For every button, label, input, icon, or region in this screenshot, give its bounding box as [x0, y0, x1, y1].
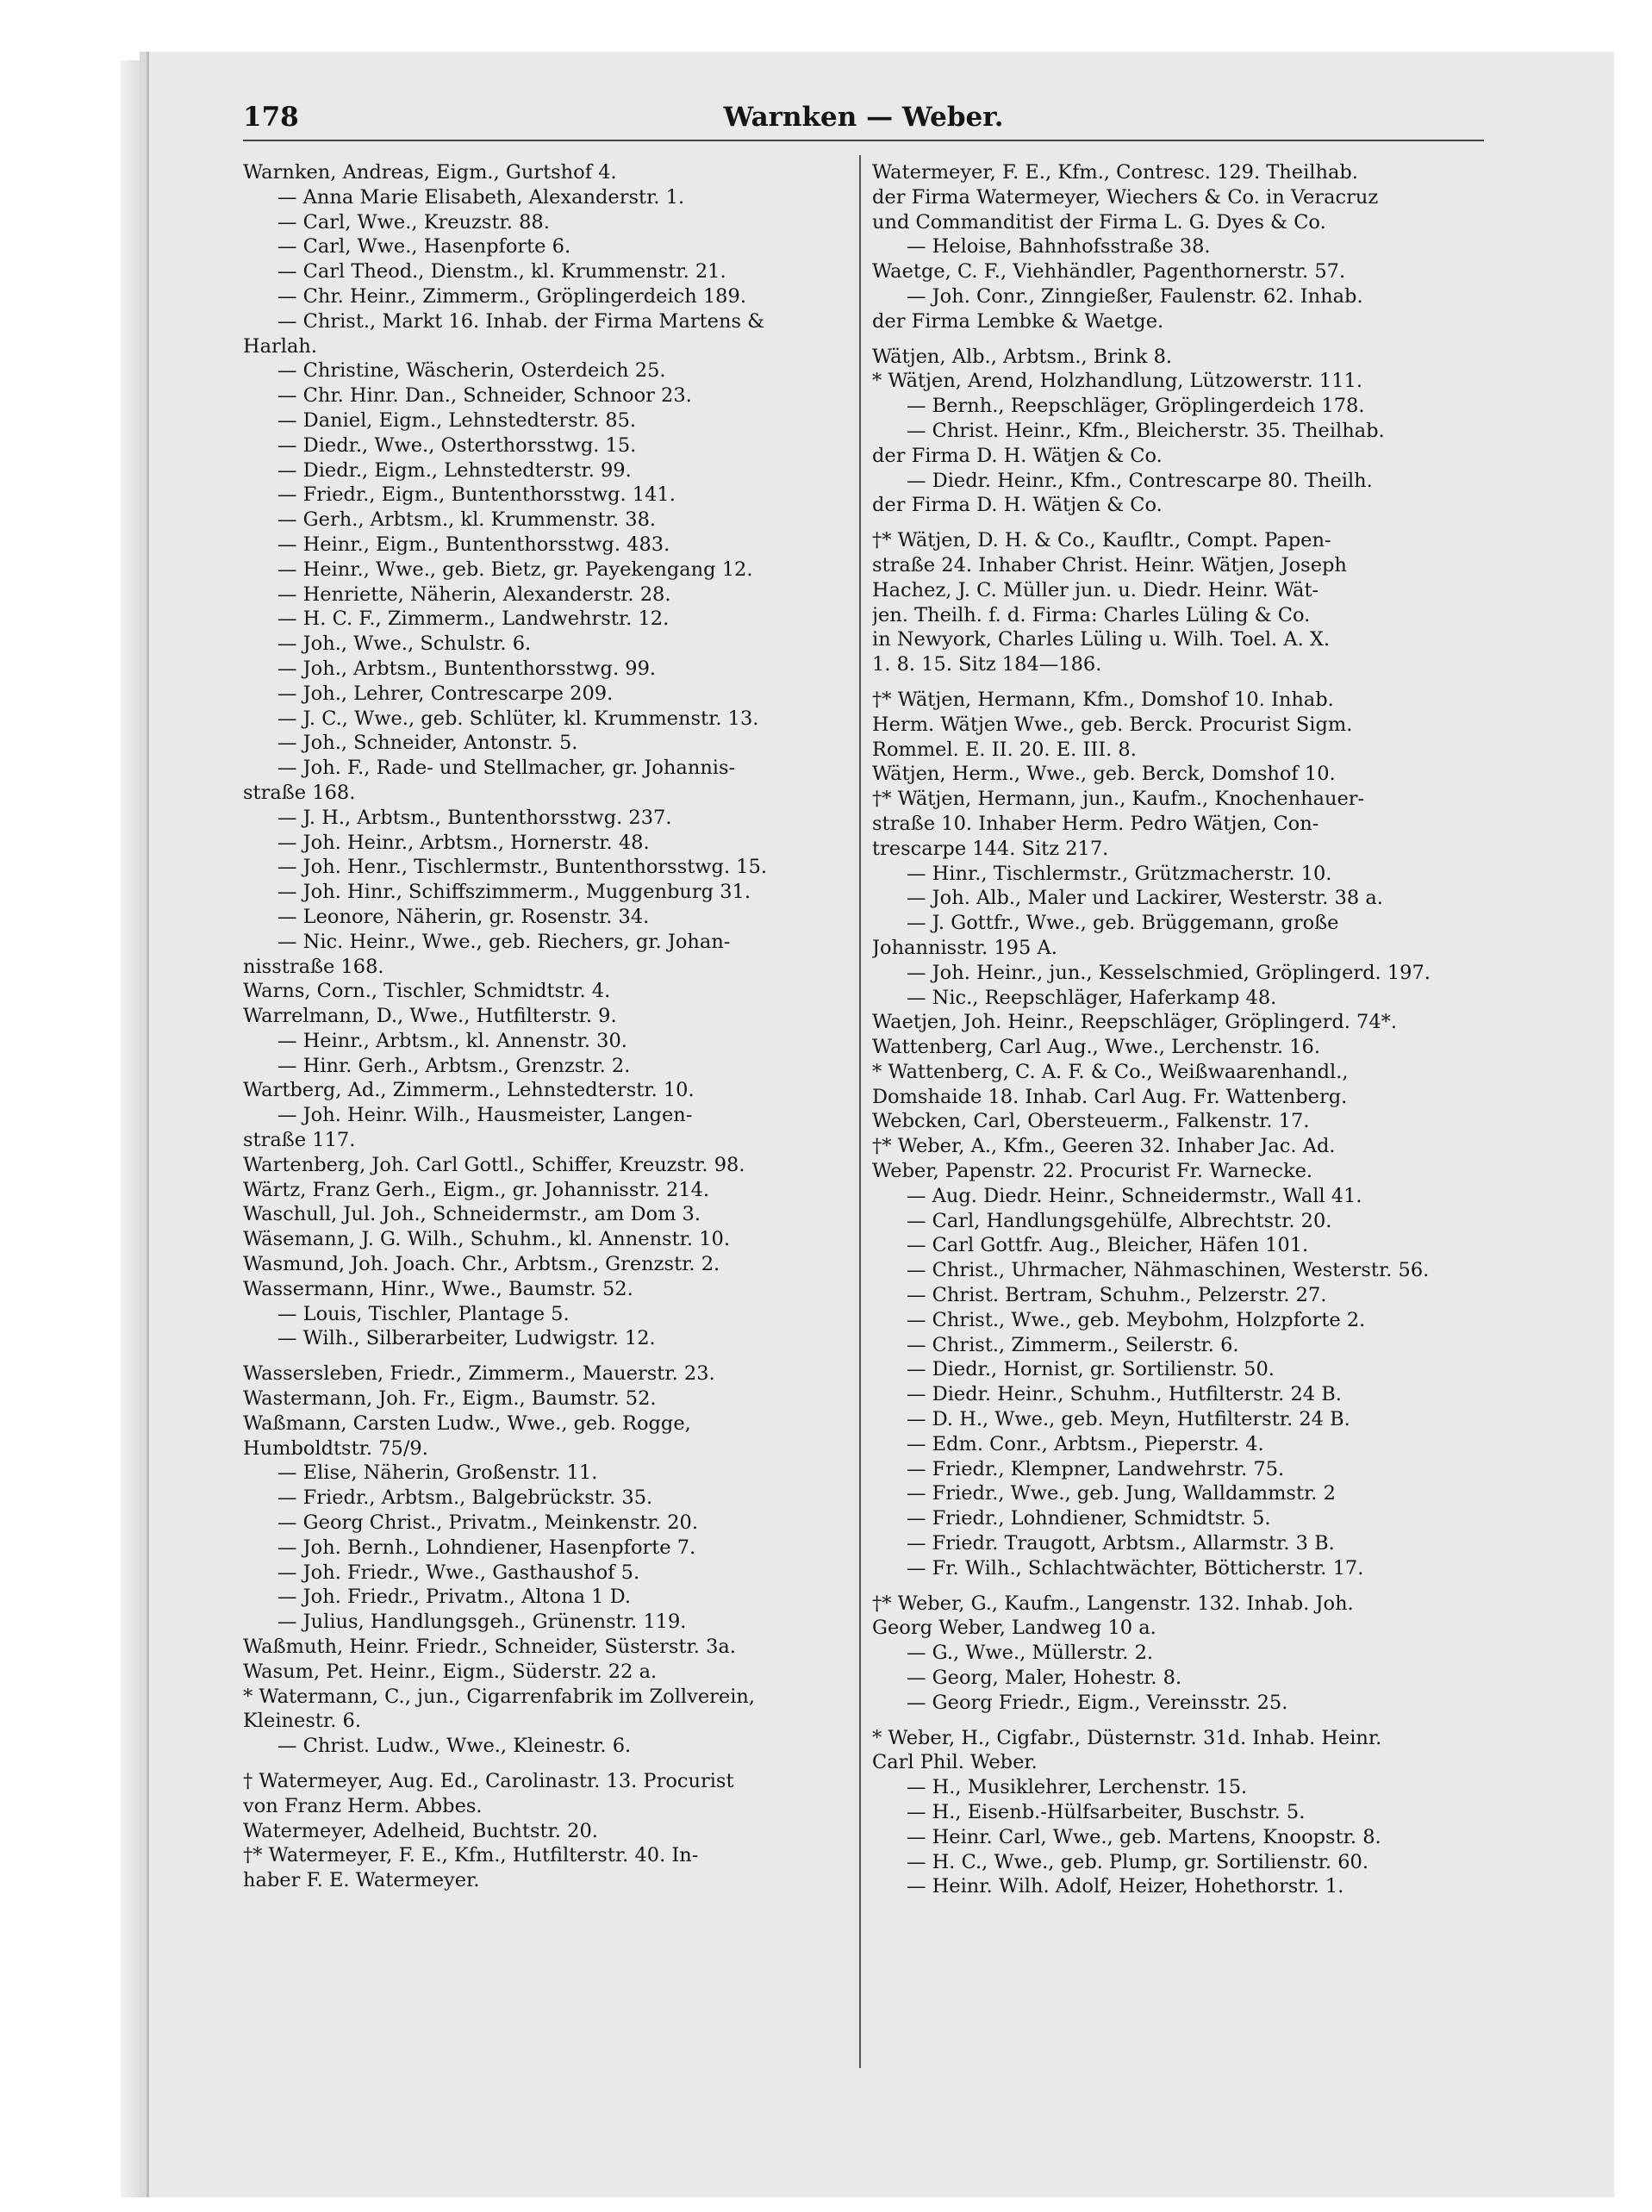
entry-continuation: straße 10. Inhaber Herm. Pedro Wätjen, Con-: [872, 812, 1319, 835]
entry-continuation: der Firma Lembke & Waetge.: [872, 309, 1164, 333]
directory-entry: — H. C., Wwe., geb. Plump, gr. Sortilienstr. 60.: [907, 1850, 1369, 1873]
entry-continuation: straße 24. Inhaber Christ. Heinr. Wätjen, Joseph: [872, 553, 1347, 576]
directory-entry: — Chr. Heinr., Zimmerm., Gröplingerdeich 189.: [277, 284, 746, 308]
directory-entry: — Joh. Heinr., jun., Kesselschmied, Gröplingerd. 197.: [907, 961, 1431, 984]
directory-entry: — Heinr. Carl, Wwe., geb. Martens, Knoopstr. 8.: [907, 1825, 1381, 1848]
directory-entry: — Joh. Conr., Zinngießer, Faulenstr. 62. Inhab.: [907, 284, 1363, 308]
entry-continuation: Georg Weber, Landweg 10 a.: [872, 1617, 1156, 1640]
entry-continuation: 1. 8. 15. Sitz 184—186.: [872, 653, 1102, 676]
directory-entry: — Heinr., Arbtsm., kl. Annenstr. 30.: [277, 1029, 627, 1052]
directory-entry: — Fr. Wilh., Schlachtwächter, Bötticherstr. 17.: [907, 1556, 1364, 1580]
directory-entry: — Carl, Handlungsgehülfe, Albrechtstr. 20.: [907, 1209, 1332, 1232]
directory-entry: Waßmann, Carsten Ludw., Wwe., geb. Rogge,: [243, 1411, 691, 1435]
directory-entry: — Christ. Bertram, Schuhm., Pelzerstr. 27.: [907, 1284, 1327, 1307]
right-column: [872, 160, 1475, 1899]
directory-entry: Waschull, Jul. Joh., Schneidermstr., am Dom 3.: [243, 1203, 701, 1226]
directory-entry: — Leonore, Näherin, gr. Rosenstr. 34.: [277, 905, 650, 928]
directory-entry: — Henriette, Näherin, Alexanderstr. 28.: [277, 583, 671, 606]
directory-entry: — Louis, Tischler, Plantage 5.: [277, 1302, 570, 1325]
directory-entry: — Heinr., Eigm., Buntenthorsstwg. 483.: [277, 533, 670, 556]
directory-entry: — Joh. Hinr., Schiffszimmerm., Muggenburg 31.: [277, 881, 751, 904]
directory-entry: — Hinr., Tischlermstr., Grützmacherstr. 10.: [907, 862, 1332, 885]
directory-entry: — Joh., Lehrer, Contrescarpe 209.: [277, 682, 614, 705]
directory-entry: — Hinr. Gerh., Arbtsm., Grenzstr. 2.: [277, 1054, 631, 1077]
directory-entry: — Georg Christ., Privatm., Meinkenstr. 20.: [277, 1511, 698, 1535]
directory-entry: Waetjen, Joh. Heinr., Reepschläger, Gröplingerd. 74*.: [872, 1011, 1398, 1034]
page-number: 178: [243, 102, 299, 133]
directory-entry: Wätjen, Alb., Arbtsm., Brink 8.: [872, 345, 1173, 368]
directory-entry: — Julius, Handlungsgeh., Grünenstr. 119.: [277, 1611, 687, 1634]
directory-entry: Wätjen, Herm., Wwe., geb. Berck, Domshof 10.: [872, 763, 1336, 786]
directory-entry: — Christ., Zimmerm., Seilerstr. 6.: [907, 1333, 1239, 1356]
directory-entry: — Diedr. Heinr., Kfm., Contrescarpe 80. Theilh.: [907, 469, 1373, 492]
directory-entry: — Heloise, Bahnhofsstraße 38.: [907, 235, 1211, 259]
directory-entry: †* Wätjen, Hermann, jun., Kaufm., Knochenhauer-: [872, 788, 1365, 811]
directory-entry: — D. H., Wwe., geb. Meyn, Hutfilterstr. 24 B.: [907, 1408, 1350, 1431]
spacer: [872, 518, 1475, 528]
directory-entry: † Watermeyer, Aug. Ed., Carolinastr. 13. Procurist: [243, 1770, 734, 1792]
directory-entry: — Joh., Wwe., Schulstr. 6.: [277, 632, 532, 656]
directory-entry: — J. Gottfr., Wwe., geb. Brüggemann, große: [907, 912, 1339, 935]
directory-entry: — Joh. Friedr., Wwe., Gasthaushof 5.: [277, 1561, 640, 1584]
directory-entry: — Joh. Bernh., Lohndiener, Hasenpforte 7.: [277, 1536, 696, 1559]
directory-entry: Webcken, Carl, Obersteuerm., Falkenstr. 17.: [872, 1110, 1310, 1133]
entry-continuation: jen. Theilh. f. d. Firma: Charles Lüling & Co.: [872, 603, 1311, 626]
directory-entry: Wastermann, Joh. Fr., Eigm., Baumstr. 52.: [243, 1387, 657, 1411]
directory-entry: — Christine, Wäscherin, Osterdeich 25.: [277, 359, 666, 383]
directory-entry: — Georg, Maler, Hohestr. 8.: [907, 1667, 1182, 1690]
entry-continuation: trescarpe 144. Sitz 217.: [872, 837, 1109, 860]
directory-entry: — Aug. Diedr. Heinr., Schneidermstr., Wall 41.: [907, 1184, 1362, 1207]
directory-entry: — Christ. Heinr., Kfm., Bleicherstr. 35. Theilhab.: [907, 419, 1385, 442]
directory-entry: — Gerh., Arbtsm., kl. Krummenstr. 38.: [277, 508, 657, 532]
spacer: [243, 1351, 848, 1361]
entry-continuation: Herm. Wätjen Wwe., geb. Berck. Procurist Sigm.: [872, 713, 1353, 736]
directory-entry: — Christ., Uhrmacher, Nähmaschinen, Westerstr. 56.: [907, 1259, 1430, 1282]
directory-entry: — Heinr., Wwe., geb. Bietz, gr. Payekengang 12.: [277, 558, 753, 581]
directory-entry: Warnken, Andreas, Eigm., Gurtshof 4.: [243, 161, 617, 184]
spacer: [872, 1581, 1475, 1592]
directory-entry: Waßmuth, Heinr. Friedr., Schneider, Süsterstr. 3a.: [243, 1636, 736, 1659]
directory-entry: †* Watermeyer, F. E., Kfm., Hutfilterstr. 40. In-: [243, 1844, 699, 1867]
directory-entry: Wattenberg, Carl Aug., Wwe., Lerchenstr. 16.: [872, 1036, 1321, 1059]
entry-continuation: straße 117.: [243, 1129, 356, 1152]
directory-entry: — Nic., Reepschläger, Haferkamp 48.: [907, 986, 1277, 1009]
directory-entry: — Friedr., Arbtsm., Balgebrückstr. 35.: [277, 1486, 653, 1510]
spacer: [872, 1716, 1475, 1726]
entry-continuation: Harlah.: [243, 334, 318, 358]
directory-entry: Wäsemann, J. G. Wilh., Schuhm., kl. Annenstr. 10.: [243, 1228, 731, 1251]
directory-entry: — Elise, Näherin, Großenstr. 11.: [277, 1461, 598, 1485]
directory-entry: — H., Musiklehrer, Lerchenstr. 15.: [907, 1776, 1248, 1799]
directory-entry: — Bernh., Reepschläger, Gröplingerdeich 178.: [907, 395, 1365, 418]
entry-continuation: haber F. E. Watermeyer.: [243, 1869, 480, 1892]
directory-entry: Waetge, C. F., Viehhändler, Pagenthornerstr. 57.: [872, 260, 1346, 284]
directory-entry: — Carl, Wwe., Hasenpforte 6.: [277, 235, 571, 259]
directory-entry: Watermeyer, Adelheid, Buchtstr. 20.: [243, 1819, 598, 1842]
directory-entry: — Diedr., Wwe., Osterthorsstwg. 15.: [277, 433, 637, 457]
directory-entry: — Diedr. Heinr., Schuhm., Hutfilterstr. 24 B.: [907, 1383, 1342, 1406]
directory-entry: Wasum, Pet. Heinr., Eigm., Süderstr. 22 a.: [243, 1660, 658, 1683]
entry-continuation: Domshaide 18. Inhab. Carl Aug. Fr. Wattenberg.: [872, 1085, 1348, 1108]
directory-entry: Watermeyer, F. E., Kfm., Contresc. 129. Theilhab.: [872, 161, 1358, 184]
directory-entry: — J. H., Arbtsm., Buntenthorsstwg. 237.: [277, 806, 672, 829]
directory-entry: †* Wätjen, Hermann, Kfm., Domshof 10. Inhab.: [872, 688, 1334, 711]
directory-entry: — Christ., Markt 16. Inhab. der Firma Martens &: [277, 309, 765, 333]
entry-continuation: Carl Phil. Weber.: [872, 1751, 1038, 1774]
directory-entry: — Georg Friedr., Eigm., Vereinsstr. 25.: [907, 1691, 1288, 1714]
entry-continuation: straße 168.: [243, 781, 356, 804]
directory-entry: Warns, Corn., Tischler, Schmidtstr. 4.: [243, 980, 611, 1003]
directory-entry: * Wattenberg, C. A. F. & Co., Weißwaarenhandl.,: [872, 1060, 1349, 1083]
entry-continuation: Hachez, J. C. Müller jun. u. Diedr. Heinr. Wät-: [872, 578, 1319, 601]
entry-continuation: der Firma D. H. Wätjen & Co.: [872, 444, 1163, 467]
directory-entry: — Edm. Conr., Arbtsm., Pieperstr. 4.: [907, 1432, 1264, 1455]
directory-entry: Wassermann, Hinr., Wwe., Baumstr. 52.: [243, 1277, 633, 1300]
directory-entry: — H. C. F., Zimmerm., Landwehrstr. 12.: [277, 608, 670, 631]
directory-entry: * Watermann, C., jun., Cigarrenfabrik im Zollverein,: [243, 1685, 756, 1708]
directory-entry: — Joh. Henr., Tischlermstr., Buntenthorsstwg. 15.: [277, 856, 768, 879]
directory-entry: — Diedr., Eigm., Lehnstedterstr. 99.: [277, 458, 632, 482]
directory-entry: — Christ. Ludw., Wwe., Kleinestr. 6.: [277, 1735, 632, 1758]
left-column: [243, 160, 848, 1893]
directory-entry: Wartenberg, Joh. Carl Gottl., Schiffer, Kreuzstr. 98.: [243, 1153, 745, 1176]
directory-entry: — Wilh., Silberarbeiter, Ludwigstr. 12.: [277, 1327, 656, 1350]
spacer: [872, 677, 1475, 688]
directory-entry: — Friedr., Eigm., Buntenthorsstwg. 141.: [277, 483, 676, 507]
directory-entry: — Joh. Heinr., Arbtsm., Hornerstr. 48.: [277, 831, 650, 854]
header-rule: [243, 140, 1484, 141]
directory-entry: Wärtz, Franz Gerh., Eigm., gr. Johannisstr. 214.: [243, 1178, 710, 1201]
directory-entry: — Joh., Arbtsm., Buntenthorsstwg. 99.: [277, 657, 657, 680]
directory-entry: — Joh. Heinr. Wilh., Hausmeister, Langen-: [277, 1104, 693, 1127]
directory-entry: †* Wätjen, D. H. & Co., Kaufltr., Compt. Papen-: [872, 529, 1331, 552]
spacer: [243, 1759, 848, 1769]
entry-continuation: Johannisstr. 195 A.: [872, 936, 1057, 959]
entry-continuation: Kleinestr. 6.: [243, 1710, 361, 1733]
directory-entry: — Diedr., Hornist, gr. Sortilienstr. 50.: [907, 1358, 1275, 1381]
directory-entry: * Weber, H., Cigfabr., Düsternstr. 31d. Inhab. Heinr.: [872, 1726, 1382, 1749]
directory-entry: — Chr. Hinr. Dan., Schneider, Schnoor 23.: [277, 384, 692, 408]
directory-entry: — Friedr., Klempner, Landwehrstr. 75.: [907, 1457, 1285, 1480]
directory-entry: — Carl, Wwe., Kreuzstr. 88.: [277, 210, 550, 234]
directory-entry: — Carl Theod., Dienstm., kl. Krummenstr. 21.: [277, 260, 726, 284]
directory-entry: Warrelmann, D., Wwe., Hutfilterstr. 9.: [243, 1005, 617, 1028]
directory-entry: — J. C., Wwe., geb. Schlüter, kl. Krummenstr. 13.: [277, 707, 759, 730]
spacer: [872, 334, 1475, 345]
page-header: [243, 102, 1484, 136]
entry-continuation: der Firma Watermeyer, Wiechers & Co. in Veracruz: [872, 185, 1379, 209]
directory-entry: — H., Eisenb.-Hülfsarbeiter, Buschstr. 5.: [907, 1801, 1306, 1823]
entry-continuation: Rommel. E. II. 20. E. III. 8.: [872, 738, 1137, 761]
entry-continuation: nisstraße 168.: [243, 955, 384, 978]
directory-entry: — Daniel, Eigm., Lehnstedterstr. 85.: [277, 408, 637, 432]
entry-continuation: in Newyork, Charles Lüling u. Wilh. Toel. A. X.: [872, 628, 1331, 651]
directory-entry: — Friedr., Wwe., geb. Jung, Walldammstr. 2: [907, 1482, 1336, 1505]
entry-continuation: Weber, Papenstr. 22. Procurist Fr. Warnecke.: [872, 1160, 1313, 1183]
directory-entry: * Wätjen, Arend, Holzhandlung, Lützowerstr. 111.: [872, 370, 1363, 393]
directory-entry: — Joh. Friedr., Privatm., Altona 1 D.: [277, 1586, 632, 1609]
entry-continuation: von Franz Herm. Abbes.: [243, 1794, 483, 1817]
directory-entry: — G., Wwe., Müllerstr. 2.: [907, 1642, 1154, 1665]
directory-entry: — Anna Marie Elisabeth, Alexanderstr. 1.: [277, 185, 685, 209]
directory-entry: Wartberg, Ad., Zimmerm., Lehnstedterstr. 10.: [243, 1079, 695, 1102]
directory-entry: — Joh. F., Rade- und Stellmacher, gr. Johannis-: [277, 757, 736, 780]
directory-entry: — Heinr. Wilh. Adolf, Heizer, Hohethorstr. 1.: [907, 1875, 1344, 1898]
directory-entry: †* Weber, A., Kfm., Geeren 32. Inhaber Jac. Ad.: [872, 1135, 1336, 1158]
entry-continuation: der Firma D. H. Wätjen & Co.: [872, 494, 1163, 517]
directory-entry: — Carl Gottfr. Aug., Bleicher, Häfen 101.: [907, 1234, 1309, 1257]
entry-continuation: und Commanditist der Firma L. G. Dyes & Co.: [872, 210, 1326, 234]
page-title: Warnken — Weber.: [723, 102, 1004, 133]
entry-continuation: Humboldtstr. 75/9.: [243, 1436, 428, 1460]
directory-entry: — Joh. Alb., Maler und Lackirer, Westerstr. 38 a.: [907, 887, 1383, 910]
column-divider: [859, 155, 861, 2068]
directory-entry: — Friedr. Traugott, Arbtsm., Allarmstr. 3 B.: [907, 1532, 1335, 1555]
directory-entry: Wasmund, Joh. Joach. Chr., Arbtsm., Grenzstr. 2.: [243, 1253, 720, 1276]
directory-entry: Wassersleben, Friedr., Zimmerm., Mauerstr. 23.: [243, 1362, 715, 1386]
directory-entry: — Joh., Schneider, Antonstr. 5.: [277, 732, 578, 755]
directory-entry: †* Weber, G., Kaufm., Langenstr. 132. Inhab. Joh.: [872, 1592, 1354, 1615]
directory-entry: — Friedr., Lohndiener, Schmidtstr. 5.: [907, 1507, 1271, 1530]
directory-entry: — Christ., Wwe., geb. Meybohm, Holzpforte 2.: [907, 1308, 1366, 1331]
directory-entry: — Nic. Heinr., Wwe., geb. Riechers, gr. Johan-: [277, 930, 731, 953]
